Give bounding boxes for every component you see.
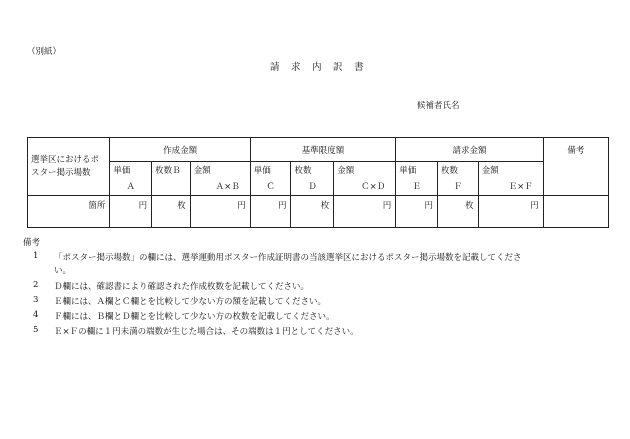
letter-c: Ｃ — [266, 182, 275, 192]
note-number: 4 — [33, 310, 39, 320]
amount-axb-cell — [190, 162, 250, 196]
count-d-label: 枚数 — [294, 166, 312, 176]
count-d-value — [291, 196, 334, 228]
sheet-unit: 枚 — [177, 201, 186, 211]
place-count-cell — [28, 196, 110, 228]
row-label-cell — [28, 138, 110, 196]
note-number: 3 — [33, 295, 39, 305]
note-number: 1 — [33, 251, 39, 261]
count-b-label: 枚数Ｂ — [155, 166, 181, 176]
count-d-cell — [291, 162, 334, 196]
unit-price-e-label: 単価 — [399, 166, 417, 176]
note-text: Ｅ×Ｆの欄に１円未満の端数が生じた場合は、その端数は１円としてください。 — [54, 327, 359, 337]
limit-amount-header: 基準限度額 — [250, 138, 396, 162]
yen-unit: 円 — [530, 201, 539, 211]
note-text: Ｆ欄には、Ｂ欄とＤ欄とを比較して少ない方の枚数を記載してください。 — [54, 312, 335, 322]
note-text: 「ポスター掲示場数」の欄には、選挙運動用ポスター作成証明書の当該選挙区におけるポスター掲示場数を記載してくださ — [54, 253, 522, 263]
unit-price-e-value — [396, 196, 438, 228]
unit-price-c-cell — [250, 162, 291, 196]
unit-price-c-value — [250, 196, 291, 228]
amount-axb-value — [190, 196, 250, 228]
production-amount-header: 作成金額 — [110, 138, 250, 162]
count-f-label: 枚数 — [441, 166, 459, 176]
note-text: い。 — [54, 266, 72, 276]
sheet-unit: 枚 — [320, 201, 330, 211]
claim-amount-header: 請求金額 — [396, 138, 544, 162]
claim-breakdown-table — [27, 137, 609, 228]
unit-price-e-cell — [396, 162, 438, 196]
amount-exf-label: 金額 — [481, 166, 499, 176]
count-b-value — [152, 196, 191, 228]
note-text: Ｅ欄には、Ａ欄とＣ欄とを比較して少ない方の額を記載してください。 — [54, 297, 327, 307]
annex-label: （別紙） — [27, 47, 62, 57]
document-title: 請 求 内 訳 書 — [270, 62, 365, 73]
letter-axb: Ａ×Ｂ — [215, 182, 240, 192]
unit-price-a-label: 単価 — [113, 166, 131, 176]
place-unit: 箇所 — [88, 201, 106, 211]
letter-d: Ｄ — [308, 182, 317, 192]
amount-exf-cell — [478, 162, 543, 196]
unit-price-a-value — [110, 196, 152, 228]
amount-axb-label: 金額 — [193, 166, 211, 176]
yen-unit: 円 — [277, 201, 287, 211]
unit-price-c-label: 単価 — [253, 166, 271, 176]
yen-unit: 円 — [382, 201, 392, 211]
candidate-name-label: 候補者氏名 — [417, 101, 460, 111]
yen-unit: 円 — [237, 201, 246, 211]
note-text: Ｄ欄には、確認書により確認された作成枚数を記載してください。 — [54, 282, 310, 292]
yen-unit: 円 — [138, 201, 148, 211]
yen-unit: 円 — [424, 201, 433, 211]
amount-cxd-cell — [334, 162, 396, 196]
amount-exf-value — [478, 196, 543, 228]
letter-a: Ａ — [126, 182, 136, 192]
remarks-value — [543, 196, 608, 228]
notes-heading: 備考 — [23, 238, 41, 248]
sheet-unit: 枚 — [465, 201, 474, 211]
count-f-cell — [438, 162, 479, 196]
letter-cxd: Ｃ×Ｄ — [361, 182, 386, 192]
letter-exf: Ｅ×Ｆ — [508, 182, 533, 192]
amount-cxd-value — [334, 196, 396, 228]
letter-e: Ｅ — [412, 182, 421, 192]
count-b-cell — [152, 162, 191, 196]
remarks-header: 備考 — [543, 138, 608, 196]
unit-price-a-cell — [110, 162, 152, 196]
letter-f: Ｆ — [453, 182, 463, 192]
count-f-value — [438, 196, 479, 228]
amount-cxd-label: 金額 — [337, 166, 355, 176]
row-label: 選挙区におけるポスター掲示場数 — [31, 154, 100, 178]
note-number: 5 — [33, 325, 39, 335]
note-number: 2 — [33, 280, 39, 290]
